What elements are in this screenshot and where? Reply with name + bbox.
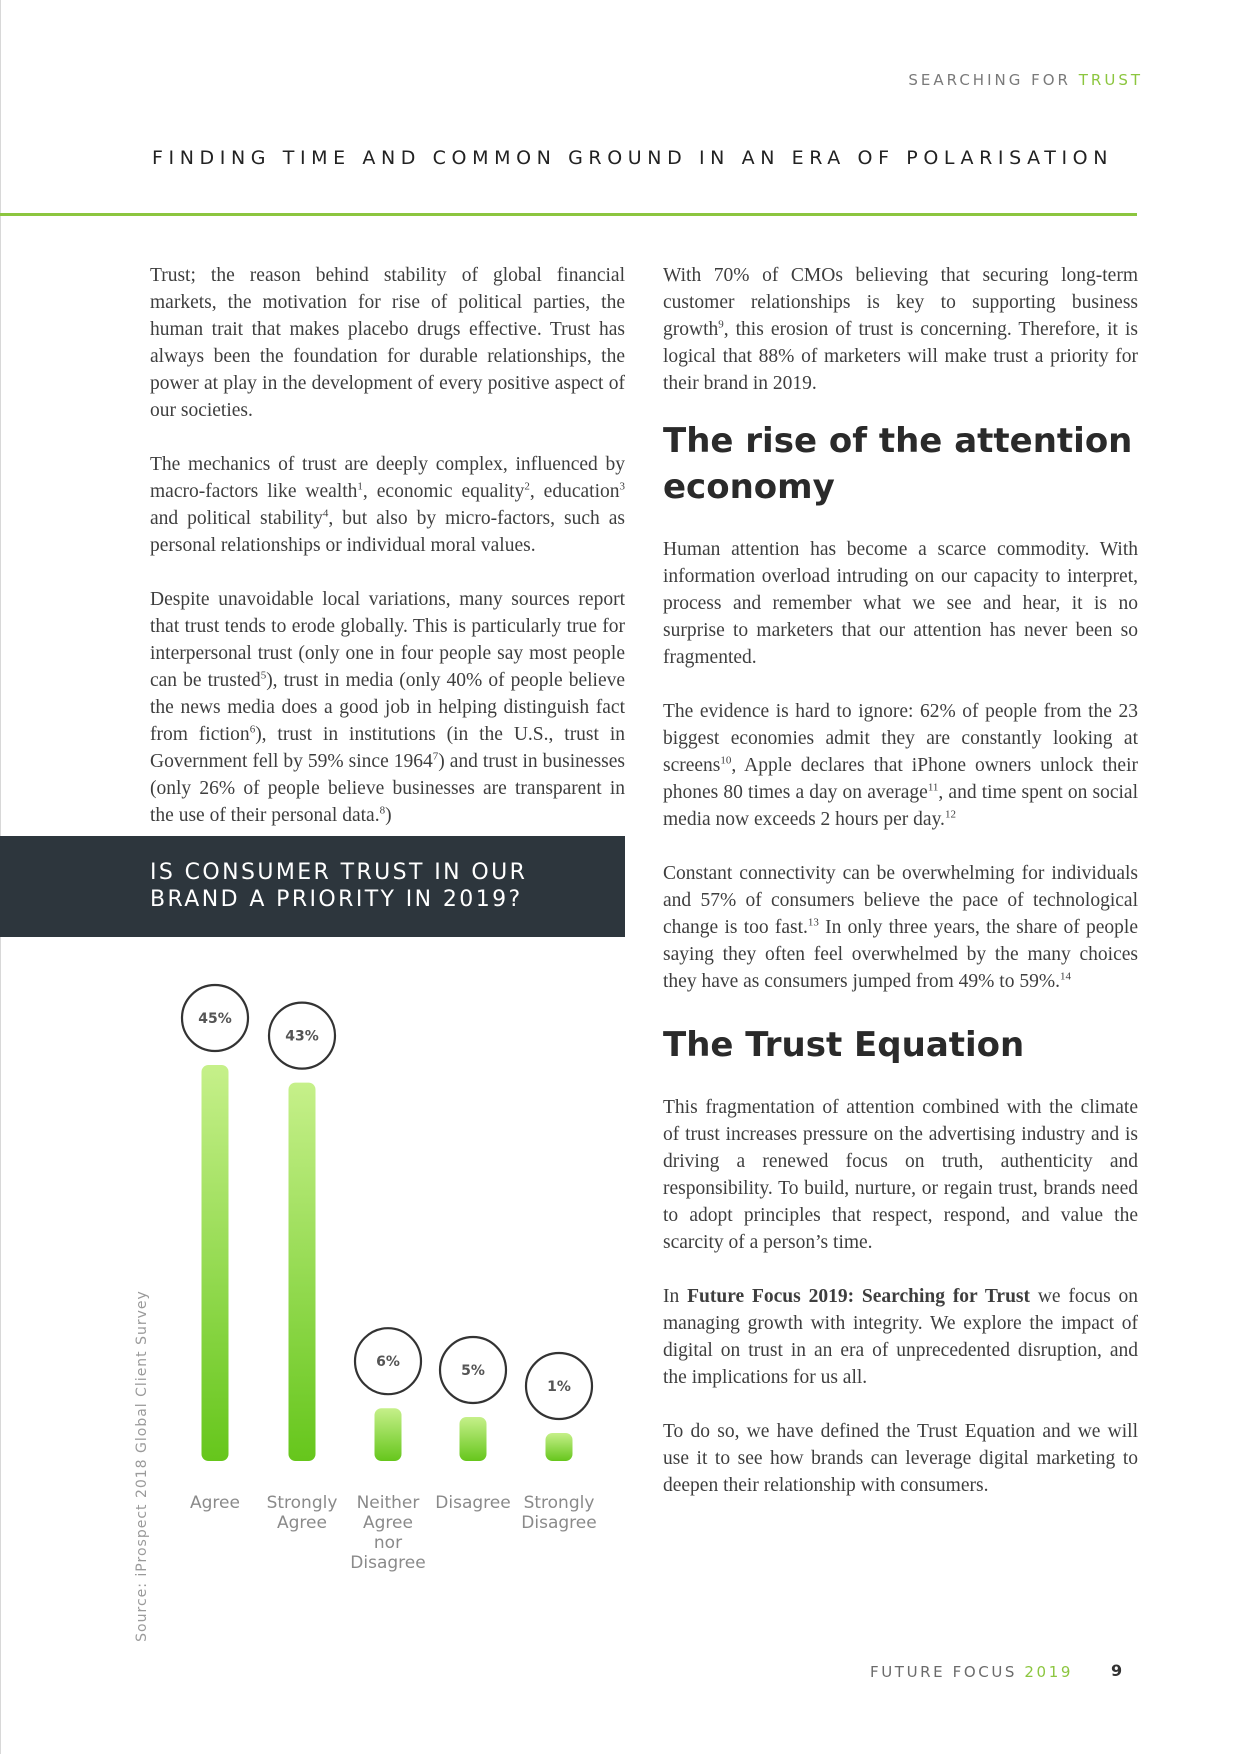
survey-bar-chart — [0, 940, 640, 1600]
footer-year: 2019 — [1024, 1663, 1073, 1681]
text-run: , education — [529, 481, 620, 502]
chart-title-line-1: IS CONSUMER TRUST IN OUR — [150, 860, 528, 885]
footnote-ref: 1 — [357, 480, 363, 493]
footer-prefix: FUTURE FOCUS — [870, 1663, 1025, 1681]
footnote-ref: 12 — [944, 808, 956, 821]
category-label: Disagree — [350, 1553, 426, 1573]
bar — [289, 1083, 316, 1461]
footnote-ref: 10 — [720, 754, 732, 767]
chart-title-line-2: BRAND A PRIORITY IN 2019? — [150, 887, 523, 912]
footnote-ref: 5 — [260, 669, 267, 682]
section-divider — [0, 213, 1137, 216]
text-run: Constant connectivity can be overwhelming for individuals and 57% of consumers believe the pace of technological change is too fast. — [663, 863, 1138, 938]
text-run: The evidence is hard to ignore: 62% of people from the 23 biggest economies admit they are constantly looking at screens — [663, 701, 1138, 776]
footnote-ref: 11 — [927, 781, 939, 794]
category-label: Neither — [356, 1493, 420, 1513]
right-paragraph-7: To do so, we have defined the Trust Equation and we will use it to see how brands can leverage digital marketing to deepen their relationship with consumers. — [663, 1421, 1138, 1496]
left-paragraph-1: Trust; the reason behind stability of global financial markets, the motivation for rise of political parties, the human trait that makes placebo drugs effective. Trust has always been the foundation for durable relationships, the power at play in the development of every positive aspect of our societies. — [150, 265, 625, 421]
text-run: The mechanics of trust are deeply complex, influenced by macro-factors like wealth — [150, 454, 625, 502]
text-run: , but also by micro-factors, such as personal relationships or individual moral values. — [150, 508, 625, 556]
right-column — [663, 262, 1138, 1526]
bar — [460, 1417, 487, 1461]
category-label: Agree — [190, 1493, 240, 1513]
category-label: Disagree — [435, 1493, 511, 1513]
running-head-accent: TRUST — [1078, 71, 1143, 89]
bar — [375, 1408, 402, 1461]
text-run: Despite unavoidable local variations, many sources report that trust tends to erode globally. This is particularly true for interpersonal trust (only one in four people say most people can be trusted — [150, 589, 625, 691]
text-run: , economic equality — [362, 481, 525, 502]
right-paragraph-1 — [663, 262, 1138, 397]
data-label: 1% — [547, 1379, 571, 1395]
footnote-ref: 6 — [249, 723, 256, 736]
bar — [546, 1433, 573, 1461]
category-label: Strongly — [523, 1493, 595, 1513]
right-paragraph-5: This fragmentation of attention combined with the climate of trust increases pressure on the advertising industry and is driving a renewed focus on truth, authenticity and responsibility. To build, nurture, or regain trust, brands need to adopt principles that respect, respond, and value the scarcity of a person’s time. — [663, 1097, 1138, 1253]
right-paragraph-2: Human attention has become a scarce commodity. With information overload intruding on our capacity to interpret, process and remember what we see and hear, it is no surprise to marketers that our attention has never been so fragmented. — [663, 539, 1138, 668]
text-run: ), trust in media (only 40% of people believe the news media does a good job in helping distinguish fact from fiction — [150, 670, 626, 745]
heading-trust-equation: The Trust Equation — [663, 1025, 1025, 1065]
category-label: Agree — [363, 1513, 413, 1533]
text-run: , Apple declares that iPhone owners unlock their phones 80 times a day on average — [663, 755, 1138, 803]
bar — [202, 1065, 229, 1461]
footnote-ref: 3 — [619, 480, 625, 493]
footnote-ref: 14 — [1059, 970, 1071, 983]
footnote-ref: 13 — [807, 916, 819, 929]
right-paragraph-3 — [663, 698, 1138, 833]
chart-source-note: Source: iProspect 2018 Global Client Survey — [134, 1290, 150, 1642]
running-head — [908, 71, 1143, 89]
text-run: and political stability — [150, 508, 323, 529]
running-head-prefix: SEARCHING FOR — [908, 71, 1079, 89]
data-label: 6% — [376, 1354, 400, 1371]
category-label: Disagree — [521, 1513, 597, 1533]
data-label: 45% — [198, 1011, 232, 1027]
footnote-ref: 8 — [379, 804, 386, 817]
left-paragraph-2 — [150, 451, 625, 559]
data-label: 43% — [285, 1028, 319, 1045]
text-run: In — [663, 1286, 688, 1307]
text-run: ) — [385, 805, 392, 826]
text-run: ), trust in institutions (in the U.S., trust in Government fell by 59% since 1964 — [150, 724, 625, 772]
left-paragraph-3 — [150, 586, 625, 829]
category-label: Strongly — [266, 1493, 338, 1513]
data-label: 5% — [461, 1363, 485, 1379]
report-title: Future Focus 2019: Searching for Trust — [687, 1286, 1030, 1307]
page-number: 9 — [1111, 1661, 1123, 1680]
footnote-ref: 9 — [718, 318, 724, 331]
right-paragraph-4 — [663, 860, 1138, 995]
footnote-ref: 4 — [322, 507, 329, 520]
text-run: , and time spent on social media now exceeds 2 hours per day. — [663, 782, 1138, 830]
left-column — [150, 262, 625, 856]
text-run: In only three years, the share of people saying they often feel overwhelmed by the many choices they have as consumers jumped from 49% to 59%. — [663, 917, 1138, 992]
category-label: nor — [373, 1533, 403, 1553]
section-heading: FINDING TIME AND COMMON GROUND IN AN ERA OF POLARISATION — [152, 147, 1114, 169]
footnote-ref: 2 — [524, 480, 530, 493]
text-run: we focus on managing growth with integrity. We explore the impact of digital on trust in an era of unprecedented disruption, and the implications for us all. — [663, 1286, 1138, 1388]
text-run: , this erosion of trust is concerning. Therefore, it is logical that 88% of marketers will make trust a priority for their brand in 2019. — [663, 319, 1138, 394]
heading-attention-economy: The rise of the attention economy — [663, 421, 1133, 507]
footer-publication — [870, 1663, 1073, 1681]
footnote-ref: 7 — [432, 750, 439, 763]
chart-title — [150, 859, 610, 913]
chart-title-banner — [0, 836, 625, 937]
text-run: ) and trust in businesses (only 26% of people believe businesses are transparent in the use of their personal data. — [150, 751, 625, 826]
text-run: With 70% of CMOs believing that securing long-term customer relationships is key to supporting business growth — [663, 265, 1138, 340]
category-label: Agree — [277, 1513, 327, 1533]
right-paragraph-6 — [663, 1283, 1138, 1391]
